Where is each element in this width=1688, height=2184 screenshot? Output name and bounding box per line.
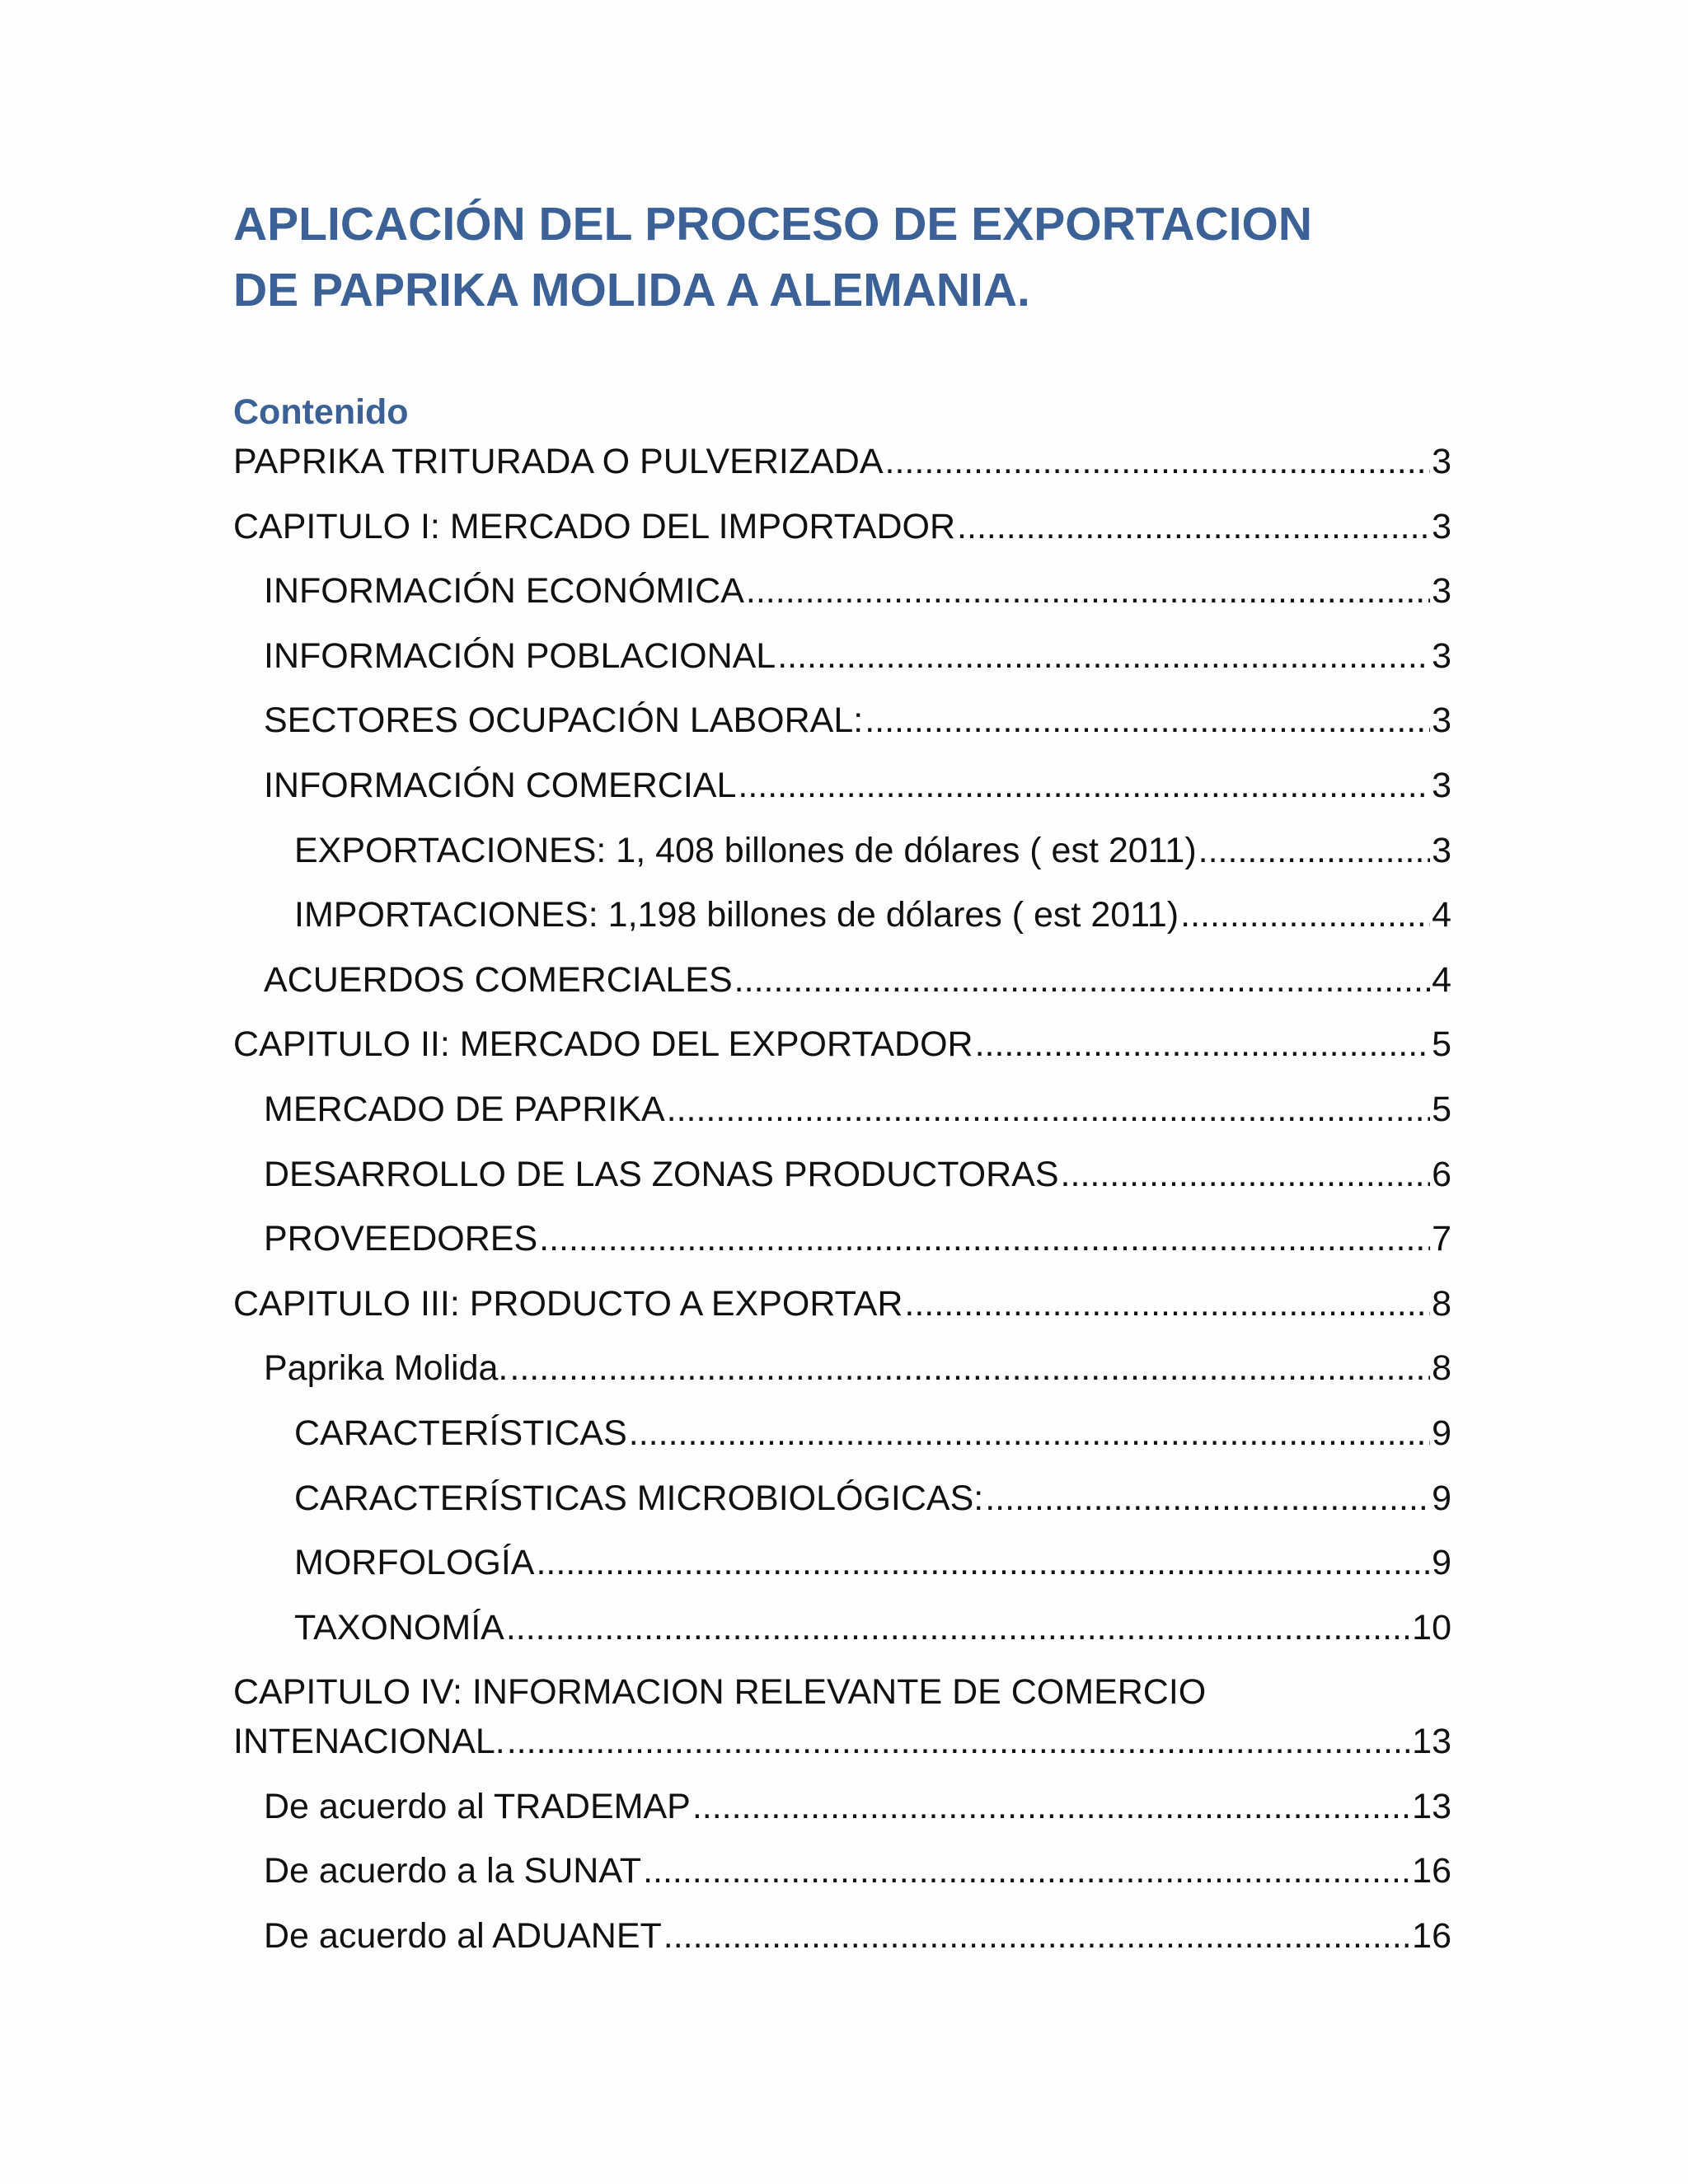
toc-dot-leader [1180,890,1430,940]
toc-page-number: 9 [1432,1413,1451,1453]
toc-dot-leader [667,1085,1430,1134]
toc-page-number: 5 [1432,1024,1451,1065]
toc-entry[interactable] [233,1474,1451,1523]
toc-entry[interactable] [233,890,1451,940]
toc-page-number: 10 [1412,1607,1451,1647]
toc-page-number: 9 [1432,1478,1451,1518]
toc-page-number: 9 [1432,1543,1451,1583]
toc-dot-leader [885,437,1431,486]
toc-entry-text: MERCADO DE PAPRIKA [264,1089,665,1129]
toc-entry-text: ACUERDOS COMERCIALES [264,959,733,1000]
toc-page-number: 16 [1412,1851,1451,1891]
toc-entry-text: Paprika Molida. [264,1348,509,1389]
toc-heading: Contenido [233,392,409,432]
toc-dot-leader [957,502,1430,551]
toc-page-number: 3 [1432,506,1451,546]
toc-entry-text: EXPORTACIONES: 1, 408 billones de dólares ( est 2011) [294,830,1197,870]
toc-entry-text: CARACTERÍSTICAS [294,1413,627,1453]
toc-dot-leader [692,1782,1410,1831]
toc-entry-text: PAPRIKA TRITURADA O PULVERIZADA [233,442,884,481]
toc-dot-leader [985,1474,1430,1523]
document-title-line-2: DE PAPRIKA MOLIDA A ALEMANIA. [233,264,1030,316]
toc-page-number: 13 [1412,1786,1451,1826]
toc-entry[interactable] [233,631,1451,681]
toc-entry-text: INFORMACIÓN COMERCIAL [264,765,737,805]
toc-entry-text: CAPITULO II: MERCADO DEL EXPORTADOR [233,1024,973,1065]
toc-entry[interactable] [233,1782,1451,1831]
toc-dot-leader [539,1214,1430,1263]
toc-entry[interactable] [233,1150,1451,1199]
toc-dot-leader [507,1717,1410,1766]
toc-dot-leader [506,1603,1410,1652]
toc-entry[interactable] [233,1603,1451,1652]
toc-page-number: 3 [1432,635,1451,676]
table-of-contents [233,437,1451,1976]
toc-page-number: 4 [1432,895,1451,935]
toc-dot-leader [746,566,1430,616]
toc-entry[interactable] [233,502,1451,551]
toc-entry[interactable] [233,1019,1451,1069]
toc-entry[interactable] [233,566,1451,616]
toc-page-number: 8 [1432,1348,1451,1389]
toc-dot-leader [975,1019,1430,1069]
toc-entry[interactable] [233,1085,1451,1134]
toc-dot-leader [1061,1150,1431,1199]
toc-entry[interactable] [233,1911,1451,1961]
toc-entry-text: DESARROLLO DE LAS ZONAS PRODUCTORAS [264,1154,1059,1194]
toc-dot-leader [663,1911,1410,1961]
toc-entry-text: TAXONOMÍA [294,1607,504,1647]
toc-page-number: 3 [1432,830,1451,870]
toc-entry[interactable] [233,1343,1451,1393]
toc-entry[interactable] [233,761,1451,810]
toc-page-number: 3 [1432,571,1451,612]
toc-page-number: 3 [1432,701,1451,741]
toc-entry[interactable] [233,437,1451,486]
toc-page-number: 3 [1432,442,1451,481]
toc-entry-text: CAPITULO I: MERCADO DEL IMPORTADOR [233,506,956,546]
toc-dot-leader [643,1846,1410,1896]
toc-page-number: 3 [1432,765,1451,805]
toc-page-number: 13 [1412,1722,1451,1762]
toc-entry[interactable] [233,696,1451,745]
toc-page-number: 8 [1432,1283,1451,1324]
toc-entry-text: IMPORTACIONES: 1,198 billones de dólares ( est 2011) [294,895,1179,935]
toc-dot-leader [904,1279,1430,1329]
toc-entry[interactable] [233,1408,1451,1458]
toc-entry[interactable] [233,826,1451,875]
toc-entry[interactable] [233,1279,1451,1329]
toc-page-number: 4 [1432,959,1451,1000]
toc-page-number: 16 [1412,1916,1451,1957]
toc-entry[interactable] [233,1846,1451,1896]
toc-entry[interactable] [233,955,1451,1005]
toc-dot-leader [734,955,1430,1005]
toc-entry-text: CAPITULO III: PRODUCTO A EXPORTAR [233,1283,903,1324]
document-title [233,191,1470,323]
toc-dot-leader [865,696,1430,745]
toc-entry-text: De acuerdo a la SUNAT [264,1851,642,1891]
toc-page-number: 5 [1432,1089,1451,1129]
toc-entry-text: MORFOLOGÍA [294,1543,535,1583]
toc-entry-text: PROVEEDORES [264,1219,538,1259]
toc-entry[interactable] [233,1214,1451,1263]
toc-page-number: 6 [1432,1154,1451,1194]
toc-entry-text: De acuerdo al ADUANET [264,1916,662,1957]
toc-entry-text: De acuerdo al TRADEMAP [264,1786,691,1826]
toc-entry-text-line-1: CAPITULO IV: INFORMACION RELEVANTE DE COMERCIO [233,1672,1207,1713]
toc-entry-text: SECTORES OCUPACIÓN LABORAL: [264,701,864,741]
toc-dot-leader [629,1408,1430,1458]
toc-entry-text: INFORMACIÓN POBLACIONAL [264,635,776,676]
toc-dot-leader [738,761,1430,810]
toc-entry[interactable] [233,1667,1451,1766]
toc-dot-leader [777,631,1430,681]
toc-dot-leader [536,1538,1430,1587]
toc-dot-leader [509,1343,1430,1393]
toc-entry-text: CARACTERÍSTICAS MICROBIOLÓGICAS: [294,1478,984,1518]
toc-dot-leader [1198,826,1430,875]
toc-entry-text-line-2: INTENACIONAL. [233,1722,505,1762]
toc-entry-text: INFORMACIÓN ECONÓMICA [264,571,744,612]
document-title-line-1: APLICACIÓN DEL PROCESO DE EXPORTACION [233,198,1313,251]
toc-page-number: 7 [1432,1219,1451,1259]
toc-entry[interactable] [233,1538,1451,1587]
